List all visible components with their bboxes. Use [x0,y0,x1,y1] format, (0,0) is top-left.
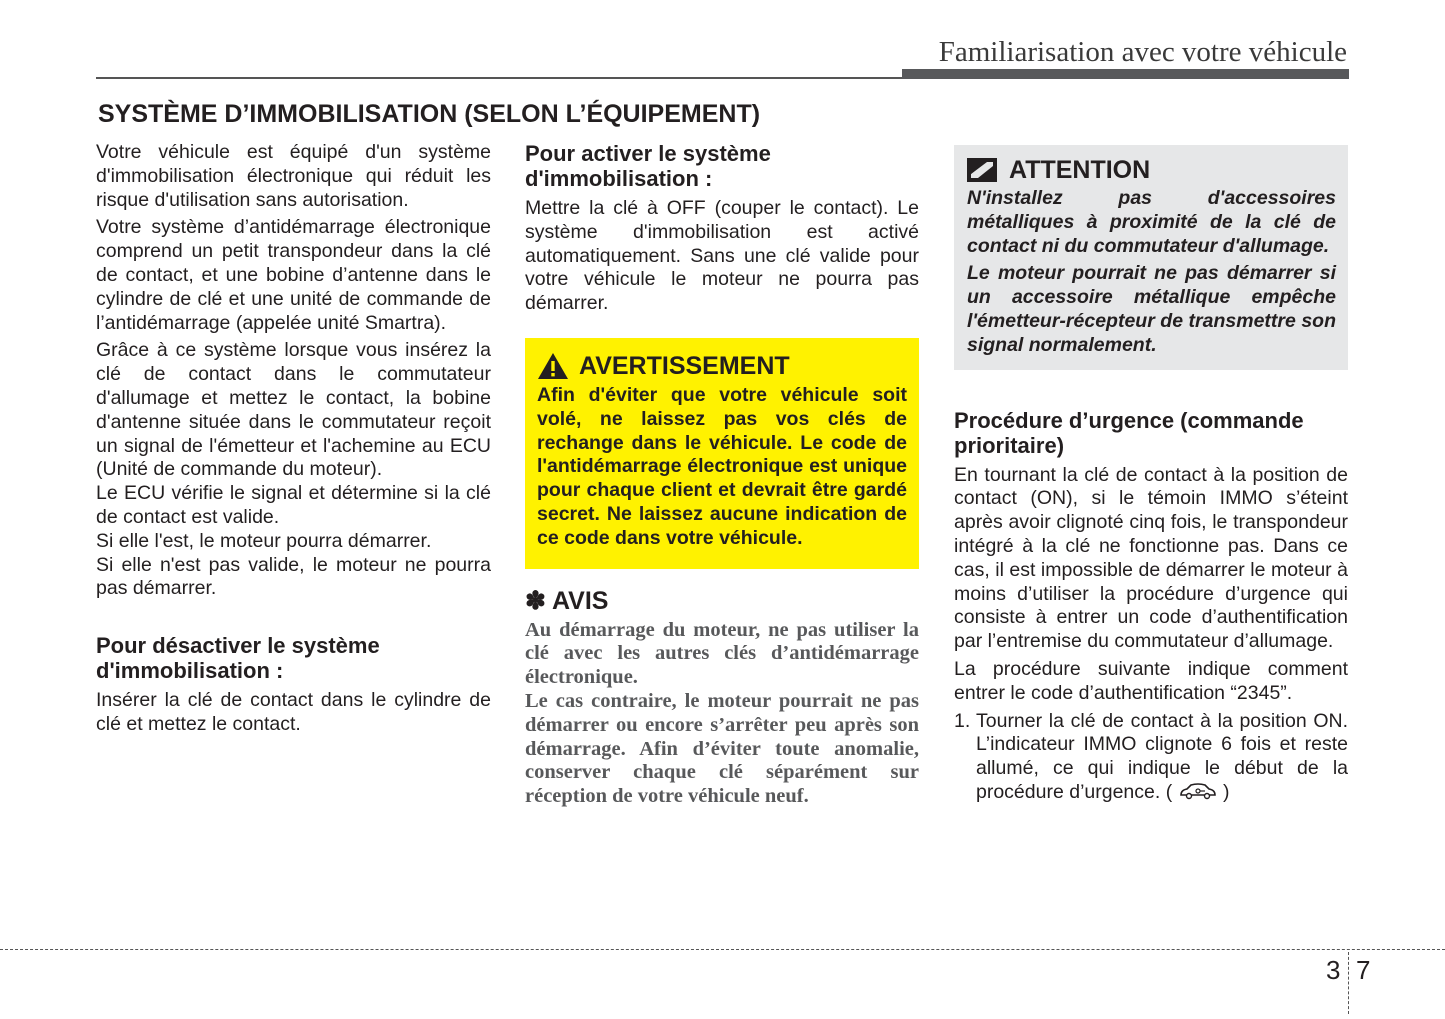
invalid-key-paragraph: Si elle n'est pas valide, le moteur ne pourra pas démarrer. [96,553,491,600]
step-1 [954,710,1348,805]
notice-paragraph-1: Au démarrage du moteur, ne pas utiliser la clé avec les autres clés d’antidémarrage électronique. [525,618,919,689]
valid-key-paragraph: Si elle l'est, le moteur pourra démarrer. [96,529,432,552]
section-title: SYSTÈME D’IMMOBILISATION (SELON L’ÉQUIPEMENT) [98,100,761,128]
deactivate-heading: Pour désactiver le système d'immobilisation : [96,633,380,684]
page-number: 7 [1356,955,1371,985]
warning-text: Afin d'éviter que votre véhicule soit volé, ne laissez pas vos clés de rechange dans le véhicule. Le code de l'antidémarrage électronique est unique pour chaque client et devrait être gardé secret. Ne laissez aucune indication de ce code dans votre véhicule. [537,383,907,549]
warning-title: AVERTISSEMENT [579,351,790,380]
emergency-paragraph-1: En tournant la clé de contact à la position de contact (ON), si le témoin IMMO s’éteint après avoir clignoté cinq fois, le transpondeur intégré à la clé ne fonctionne pas. Dans ce cas, il est impossible de démarrer le moteur à moins d’utiliser la procédure d’urgence qui consiste à entrer un code d’authentification par l’entremise du commutateur d’allumage. [954,463,1348,653]
activate-heading: Pour activer le système d'immobilisation : [525,141,771,191]
attention-paragraph-2: Le moteur pourrait ne pas démarrer si un accessoire métallique empêche l'émetteur-récepteur de transmettre son signal normalement. [967,262,1336,356]
warning-box [525,338,919,569]
intro-paragraph: Votre véhicule est équipé d'un système d'immobilisation électronique qui réduit les risque d'utilisation sans autorisation. [96,141,491,211]
column-middle [525,141,919,809]
step-text [976,710,1348,805]
emergency-paragraph-2: La procédure suivante indique comment entrer le code d’authentification “2345”. [954,657,1348,704]
activate-text: Mettre la clé à OFF (couper le contact). Le système d'immobilisation est activé automatiquement. Sans une clé valide pour votre véhicule le moteur ne pourra pas démarrer. [525,197,919,315]
step-1-text: Tourner la clé de contact à la position ON. L’indicateur IMMO clignote 6 fois et reste allumé, ce qui indique le début de la procédure d’urgence. ( [976,709,1348,803]
notice-paragraph-2: Le cas contraire, le moteur pourrait ne pas démarrer ou encore s’arrêter peu après son démarrage. Afin d’éviter toute anomalie, conserver chaque clé séparément sur réception de votre véhicule neuf. [525,689,919,808]
column-right [954,145,1348,805]
step-number: 1. [954,709,971,732]
attention-paragraph-1: N'installez pas d'accessoires métalliques à proximité de la clé de contact ni du commutateur d'allumage. [967,187,1336,257]
header-rule [96,77,902,79]
page-number-divider [1348,952,1349,1014]
attention-title: ATTENTION [1009,156,1151,184]
header-rule-bar [902,69,1349,79]
chapter-number: 3 [1326,955,1341,985]
immobilizer-car-icon [1178,782,1218,800]
header-title: Familiarisation avec votre véhicule [938,36,1347,68]
warning-triangle-icon [537,352,569,380]
attention-title-row [967,155,1336,185]
emergency-heading: Procédure d’urgence (commande prioritaire) [954,407,1304,458]
attention-box [954,145,1348,370]
attention-icon [967,158,997,182]
notice-title: ✽ AVIS [525,586,609,615]
deactivate-text: Insérer la clé de contact dans le cylindre de clé et mettez le contact. [96,689,491,735]
column-left [96,141,491,737]
system-description-paragraph: Votre système d’antidémarrage électronique comprend un petit transpondeur dans la clé de contact, et une bobine d’antenne dans le cylindre de clé et une unité de commande de l’antidémarrage (appelée unité Smartra). [96,216,491,334]
step-1-close: ) [1223,780,1230,803]
ecu-check-paragraph: Le ECU vérifie le signal et détermine si la clé de contact est valide. [96,482,491,528]
footer-divider [0,949,1445,950]
warning-title-row [537,352,907,380]
operation-paragraph: Grâce à ce système lorsque vous insérez la clé de contact dans le commutateur d'allumage et mettez le contact, la bobine d'antenne située dans le commutateur reçoit un signal de l'émetteur et l'achemine au ECU (Unité de commande du moteur). [96,339,491,481]
